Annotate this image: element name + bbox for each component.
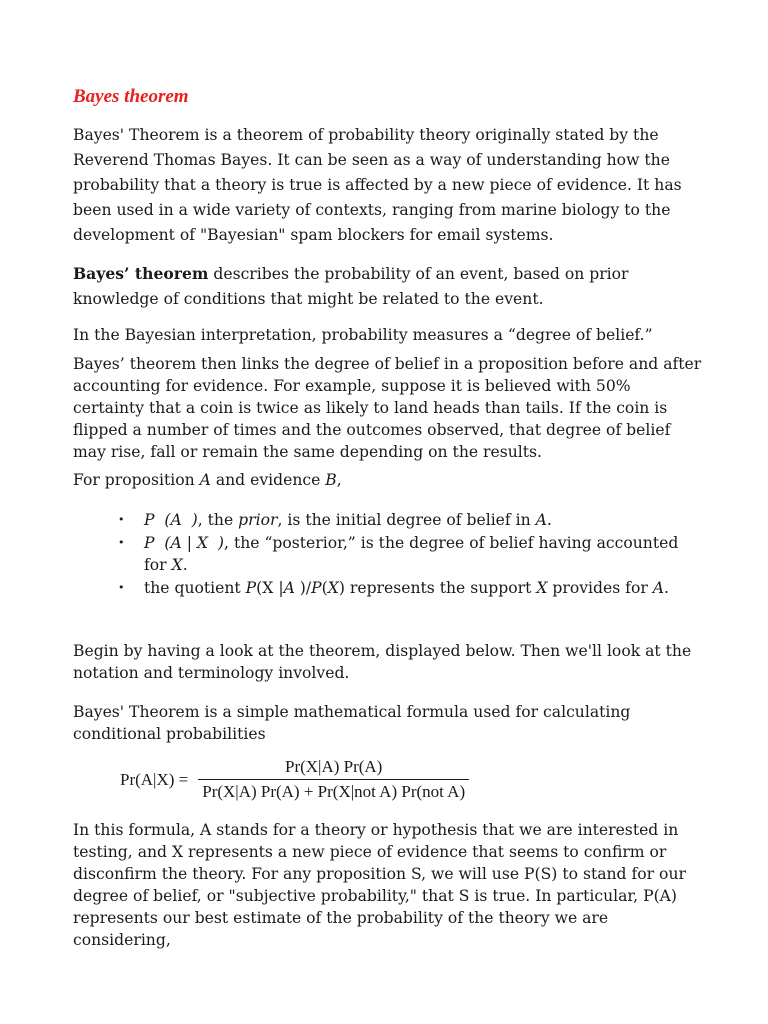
proposition-post: ,: [336, 471, 342, 489]
posterior-variable: X: [171, 556, 183, 574]
quotient-p2: P: [311, 579, 322, 597]
list-item-prior: [73, 509, 703, 531]
definitions-list: [73, 509, 703, 599]
prior-end: .: [546, 511, 552, 529]
prior-text-pre: , the: [197, 511, 239, 529]
theorem-intro-paragraph: Begin by having a look at the theorem, displayed below. Then we'll look at the notation and terminology involved.: [73, 642, 692, 682]
quotient-a2: A: [652, 579, 665, 597]
definition-paragraph: [73, 261, 703, 312]
list-item-quotient: [73, 577, 703, 599]
belief-paragraph: Bayes’ theorem then links the degree of belief in a proposition before and after accounting for evidence. For example, suppose it is believed with 50% certainty that a coin is twice as likely to land heads than tails. If the coin is flipped a number of times and the outcomes observed, that degree of belief may rise, fall or remain the same depending on the results.: [73, 355, 702, 461]
posterior-end: .: [182, 556, 188, 574]
proposition-mid: and evidence: [210, 471, 326, 489]
posterior-notation: P (A | X ): [144, 534, 225, 552]
quotient-mid3: (: [321, 579, 328, 597]
quotient-p1: P: [245, 579, 257, 597]
formula-denominator: Pr(X|A) Pr(A) + Pr(X|not A) Pr(not A): [198, 779, 469, 802]
formula-lhs: Pr(A|X) =: [120, 769, 189, 789]
prior-notation: P (A ): [144, 511, 198, 529]
quotient-mid2: )/: [294, 579, 312, 597]
prior-text-post: , is the initial degree of belief in: [277, 511, 536, 529]
proposition-a: A: [199, 471, 211, 489]
proposition-pre: For proposition: [73, 471, 200, 489]
formula-fraction: [198, 757, 469, 802]
quotient-x2: X: [536, 579, 548, 597]
posterior-text: , the “posterior,” is the degree of belief having accounted for: [144, 534, 679, 574]
quotient-a1: A: [283, 579, 295, 597]
page-title: Bayes theorem: [73, 86, 189, 107]
quotient-mid5: provides for: [547, 579, 653, 597]
definition-text: describes the probability of an event, based on prior knowledge of conditions that might be related to the event.: [73, 265, 629, 308]
interpretation-paragraph: In the Bayesian interpretation, probability measures a “degree of belief.”: [73, 326, 653, 344]
proposition-paragraph: [73, 468, 703, 493]
intro-paragraph: Bayes' Theorem is a theorem of probability theory originally stated by the Reverend Thomas Bayes. It can be seen as a way of understanding how the probability that a theory is true is affected by a new piece of evidence. It has been used in a wide variety of contexts, ranging from marine biology to the development of "Bayesian" spam blockers for email systems.: [73, 126, 682, 244]
list-item-posterior: [73, 532, 703, 576]
quotient-x1: X: [327, 579, 339, 597]
prior-term: prior: [238, 511, 278, 529]
proposition-b: B: [325, 471, 337, 489]
quotient-mid4: ) represents the support: [338, 579, 537, 597]
formula-intro-paragraph: Bayes' Theorem is a simple mathematical formula used for calculating conditional probabilities: [73, 703, 631, 743]
bayes-formula: [120, 757, 469, 802]
definition-term: Bayes’ theorem: [73, 264, 209, 283]
quotient-end: .: [664, 579, 669, 597]
quotient-mid1: (X |: [256, 579, 284, 597]
formula-explanation-paragraph: In this formula, A stands for a theory or hypothesis that we are interested in testing, and X represents a new piece of evidence that seems to confirm or disconfirm the theory. For any proposition S, we will use P(S) to stand for our degree of belief, or "subjective probability," that S is true. In particular, P(A) represents our best estimate of the probability of the theory we are considering,: [73, 821, 686, 949]
formula-numerator: Pr(X|A) Pr(A): [284, 757, 383, 776]
quotient-pre: the quotient: [144, 579, 246, 597]
prior-variable: A: [535, 511, 547, 529]
